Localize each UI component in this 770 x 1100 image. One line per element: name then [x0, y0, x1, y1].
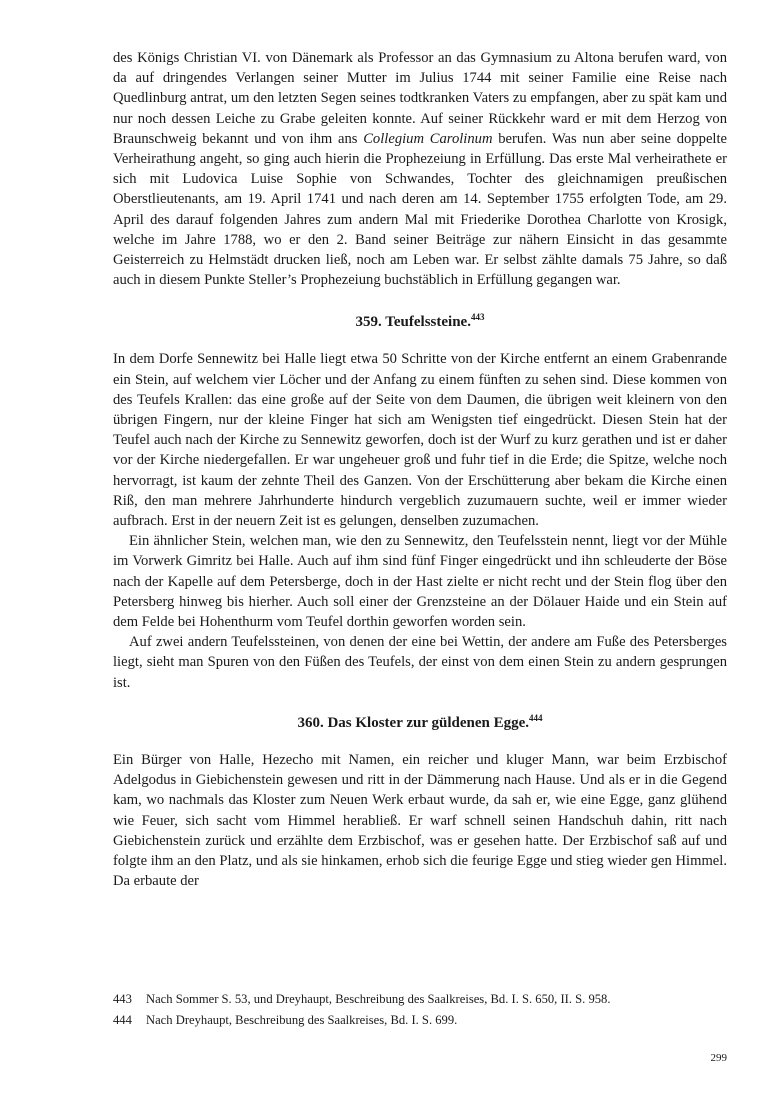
intro-italic: Collegium Carolinum — [363, 130, 493, 147]
section-359-heading — [113, 312, 727, 332]
footnote-ref-444[interactable]: 444 — [529, 712, 543, 723]
section-360-title: 360. Das Kloster zur güldenen Egge. — [297, 714, 530, 731]
section-359-paragraph-1: In dem Dorfe Sennewitz bei Halle liegt etwa 50 Schritte von der Kirche entfernt an einem Grabenrande ein Stein, auf welchem vier Löcher und der Anfang zu einem fünften zu sehen sind. Diese kommen von des Teufels Krallen: das eine große auf der Seite von dem Daumen, die übrigen weit kleinern von den übrigen Fingern, nur der kleine Finger hat sich am Wenigsten tief eingedrückt. Diesen Stein hat der Teufel auch nach der Kirche zu Sennewitz geworfen, doch ist der Wurf zu kurz gerathen und ist er daher vor der Kirche niedergefallen. Er war ungeheuer groß und fuhr tief in die Erde; die Spitze, welche noch hervorragt, ist kaum der zehnte Theil des Ganzen. Von der Erschütterung aber bekam die Kirche einen Riß, den man mehrere Jahrhunderte hindurch vergeblich zuzumauern suchte, weil er immer wieder aufbrach. Erst in der neuern Zeit ist es gelungen, denselben zuzumachen. — [113, 351, 727, 530]
footnote-444 — [113, 1010, 727, 1031]
section-360-heading — [113, 713, 727, 733]
footnote-number: 444 — [113, 1013, 132, 1027]
footnote-text: Nach Dreyhaupt, Beschreibung des Saalkreises, Bd. I. S. 699. — [146, 1013, 458, 1027]
footnote-text: Nach Sommer S. 53, und Dreyhaupt, Beschreibung des Saalkreises, Bd. I. S. 650, II. S. 958. — [146, 992, 611, 1006]
footnote-443 — [113, 989, 727, 1010]
footnotes — [113, 989, 727, 1031]
intro-text-1: des Königs Christian VI. von Dänemark als Professor an das Gymnasium zu Altona berufen ward, von da auf dringendes Verlangen seiner Mutter im Julius 1744 mit seiner Familie eine Reise nach Quedlinburg antrat, um den letzten Segen seines todtkranken Vaters zu empfangen, aber zu spät kam und nur noch dessen Leiche zu Grabe geleiten konnte. Auf seiner Rückkehr ward er mit dem Herzog von Braunschweig bekannt und von ihm ans — [113, 50, 727, 147]
section-360-paragraph-1: Ein Bürger von Halle, Hezecho mit Namen, ein reicher und kluger Mann, war beim Erzbischof Adelgodus in Giebichenstein gewesen und ritt in der Dämmerung nach Hause. Und als er in die Gegend kam, wo nachmals das Kloster zum Neuen Werk erbaut wurde, da sah er, wie eine Egge, ganz glühend wie Feuer, sich sacht vom Himmel herabließ. Er warf schnell seinen Handschuh dahin, ritt nach Giebichenstein zurück und erzählte dem Erzbischof, was er gesehen hatte. Der Erzbischof saß auf und folgte ihm an den Platz, und als sie hinkamen, erhob sich die feurige Egge und stieg wieder gen Himmel. Da erbaute der — [113, 751, 727, 890]
section-359-paragraph-3: Auf zwei andern Teufelssteinen, von denen der eine bei Wettin, der andere am Fuße des Petersberges liegt, sieht man Spuren von den Füßen des Teufels, der einst von dem einen Stein zu andern gesprungen ist. — [113, 634, 727, 691]
page-body — [113, 48, 727, 891]
intro-text-2: berufen. Was nun aber seine doppelte Verheirathung angeht, so ging auch hierin die Prophezeiung in Erfüllung. Das erste Mal verheirathete er sich mit Ludovica Luise Sophie von Schwandes, Tochter des gleichnamigen preußischen Oberstlieutenants, am 19. April 1741 und nach deren am 14. September 1755 erfolgten Tode, am 29. April des darauf folgenden Jahres zum andern Mal mit Friederike Dorothea Charlotte von Krosigk, welche im Jahre 1788, wo er den 2. Band seiner Beiträge zur nähern Einsicht in das gesammte Geisterreich zu Helmstädt drucken ließ, noch am Leben war. Er selbst zählte damals 75 Jahre, so daß auch in diesem Punkte Steller’s Prophezeiung buchstäblich in Erfüllung gegangen war. — [113, 130, 728, 289]
section-359-title: 359. Teufelssteine. — [355, 314, 471, 331]
page-number: 299 — [710, 1052, 727, 1064]
intro-paragraph — [113, 48, 727, 290]
footnote-ref-443[interactable]: 443 — [470, 312, 485, 323]
footnote-number: 443 — [113, 992, 132, 1006]
section-359-paragraph-2: Ein ähnlicher Stein, welchen man, wie den zu Sennewitz, den Teufelsstein nennt, liegt vor der Mühle im Vorwerk Gimritz bei Halle. Auch auf ihm sind fünf Finger eingedrückt und ihn schleuderte der Böse nach der Kapelle auf dem Petersberge, doch in der Hast zielte er nicht recht und der Stein flog über den Petersberg hinweg bis hierher. Auch soll einer der Grenzsteine an der Dölauer Haide und ein Stein auf dem Felde bei Hohenthurm vom Teufel dorthin geworfen worden sein. — [113, 533, 727, 631]
